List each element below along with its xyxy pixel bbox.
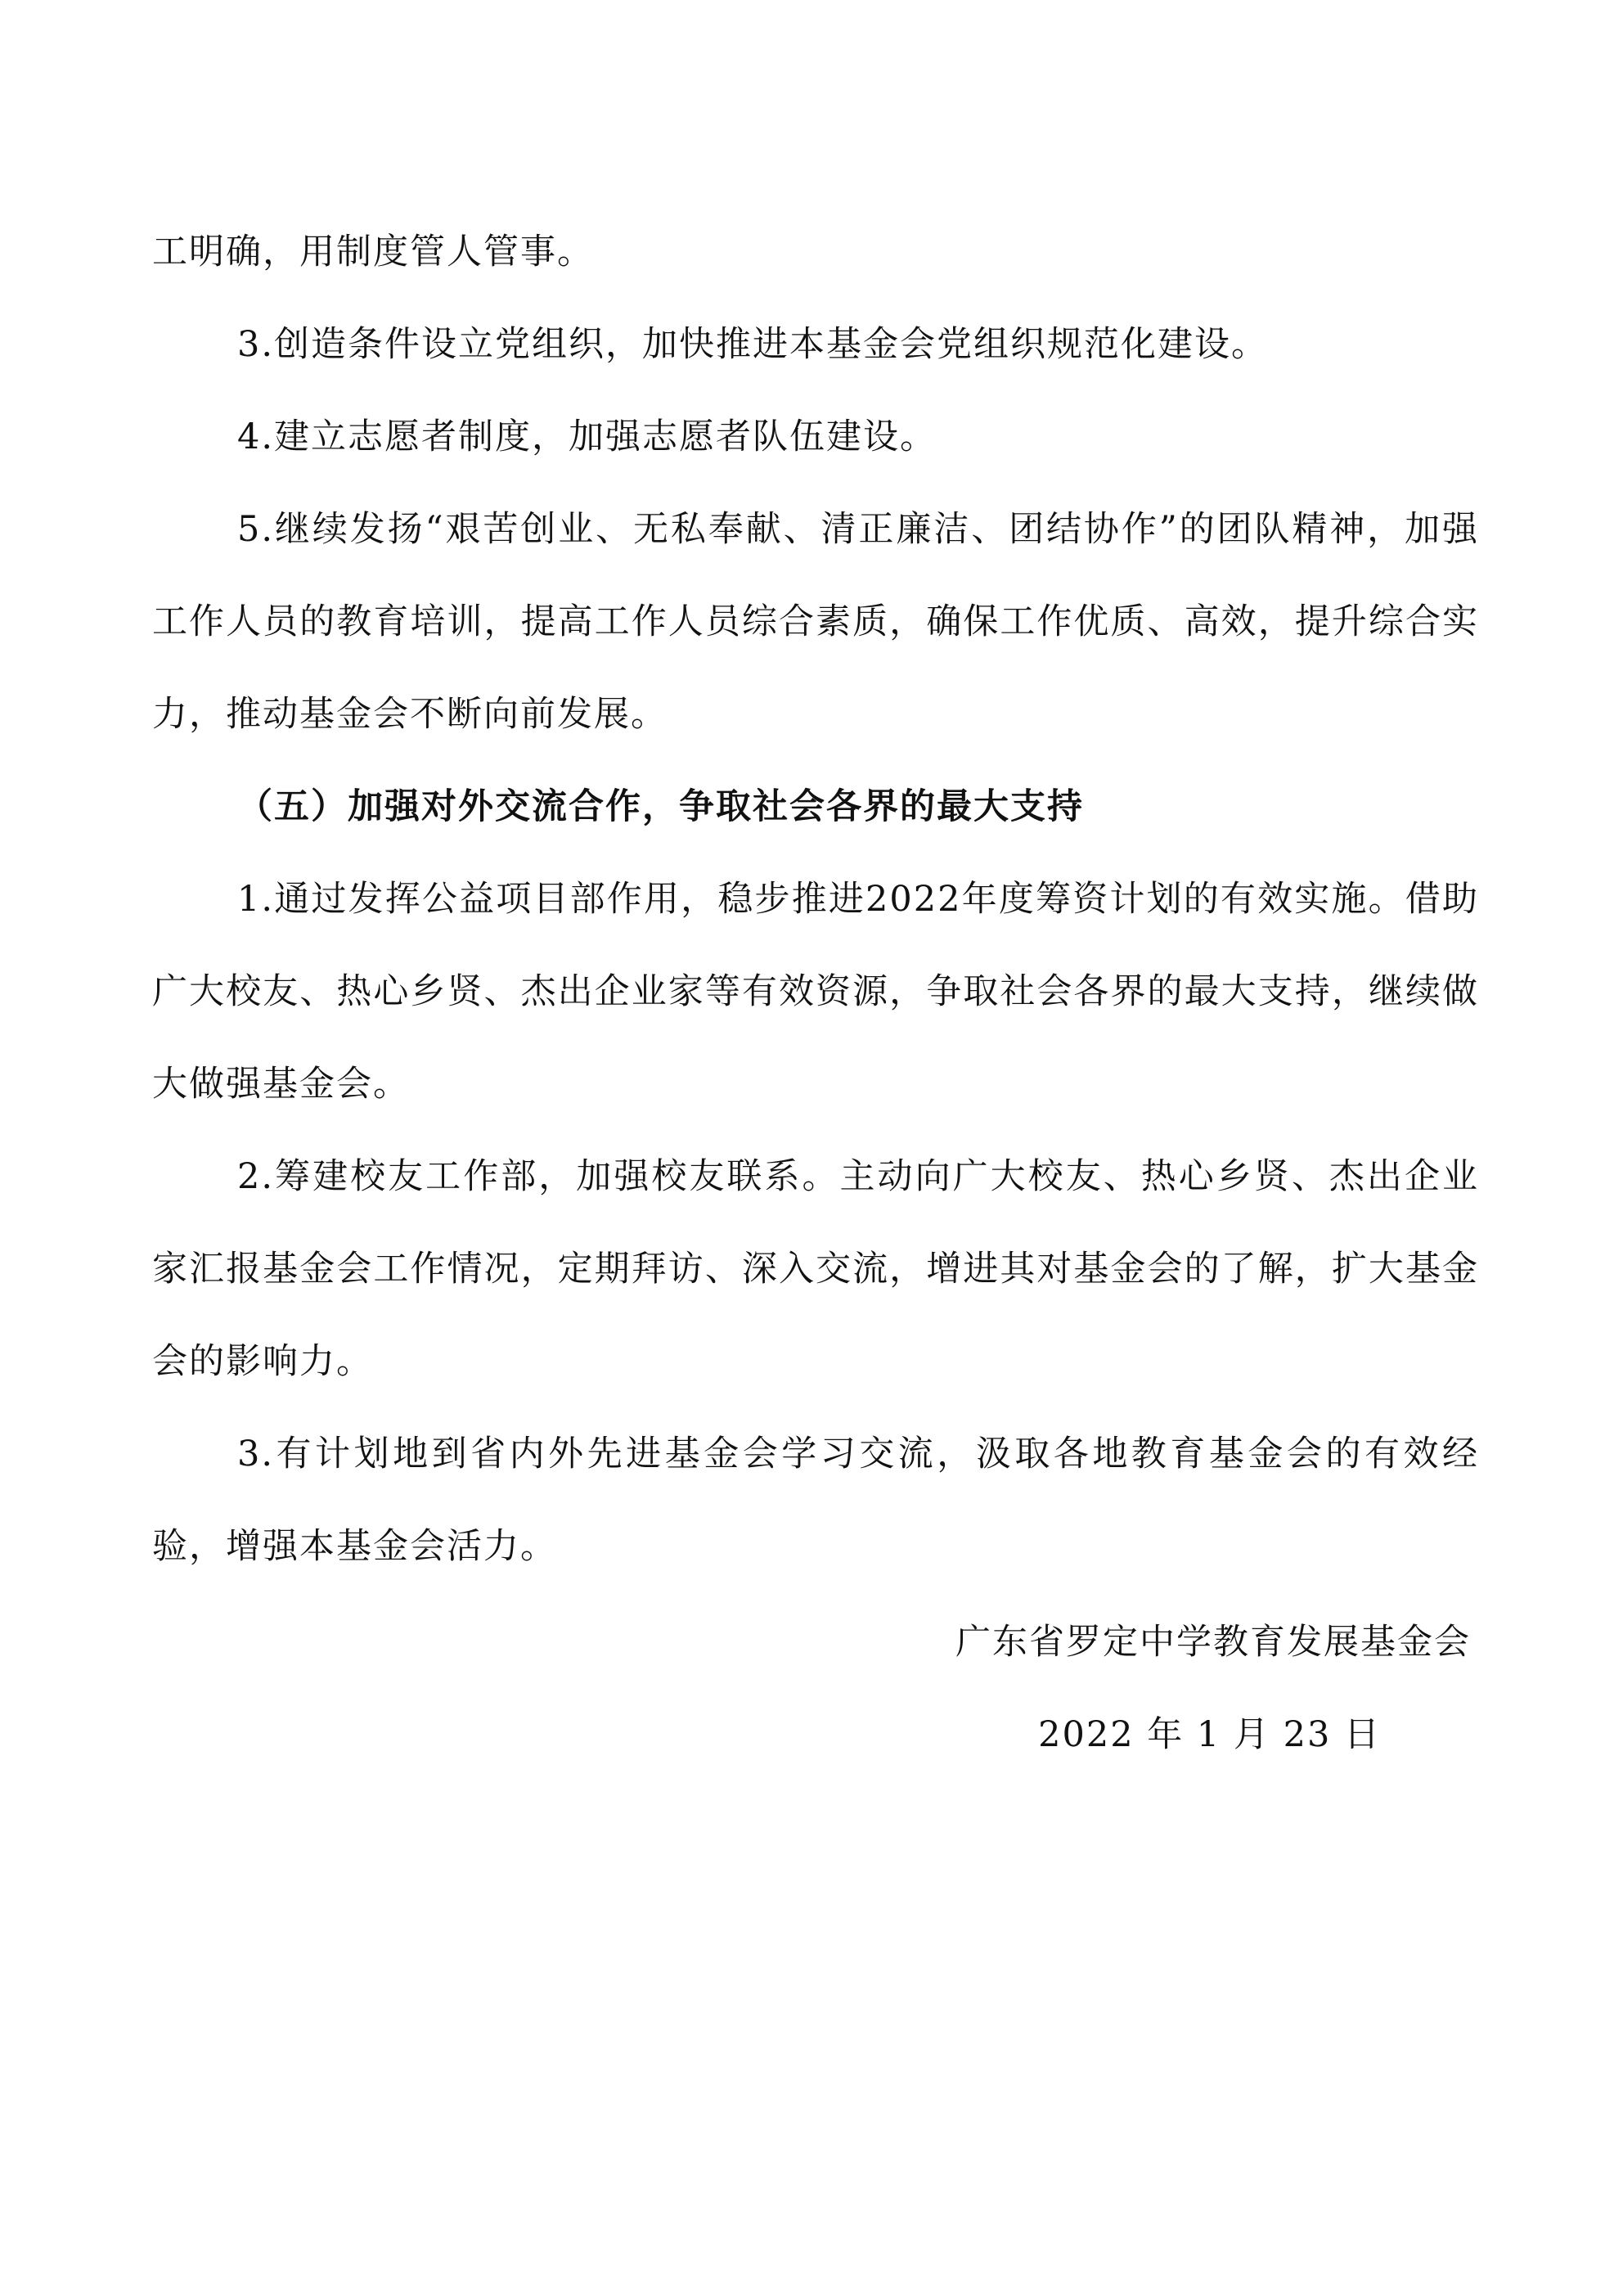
paragraph-item-3-party-organization: 3.创造条件设立党组织，加快推进本基金会党组织规范化建设。 (237, 324, 1269, 365)
paragraph-item-1-fundraising: 1.通过发挥公益项目部作用，稳步推进2022年度筹资计划的有效实施。借助广大校友、热心乡贤、杰出企业家等有效资源，争取社会各界的最大支持，继续做大做强基金会。 (152, 879, 1479, 1105)
paragraph-item-4-volunteers: 4.建立志愿者制度，加强志愿者队伍建设。 (237, 416, 937, 457)
document-body (152, 206, 1479, 1593)
paragraph-continuation: 工明确，用制度管人管事。 (152, 232, 594, 272)
paragraph-item-5-team-spirit: 5.继续发扬“艰苦创业、无私奉献、清正廉洁、团结协作”的团队精神，加强工作人员的教育培训，提高工作人员综合素质，确保工作优质、高效，提升综合实力，推动基金会不断向前发展。 (152, 509, 1479, 735)
signature-organization: 广东省罗定中学教育发展基金会 (955, 1622, 1471, 1663)
signature-date: 2022 年 1 月 23 日 (1038, 1714, 1381, 1755)
section-heading-five: （五）加强对外交流合作，争取社会各界的最大支持 (237, 786, 1084, 827)
paragraph-item-2-alumni: 2.筹建校友工作部，加强校友联系。主动向广大校友、热心乡贤、杰出企业家汇报基金会工作情况，定期拜访、深入交流，增进其对基金会的了解，扩大基金会的影响力。 (152, 1156, 1479, 1382)
paragraph-item-3-exchange: 3.有计划地到省内外先进基金会学习交流，汲取各地教育基金会的有效经验，增强本基金会活力。 (152, 1434, 1479, 1567)
